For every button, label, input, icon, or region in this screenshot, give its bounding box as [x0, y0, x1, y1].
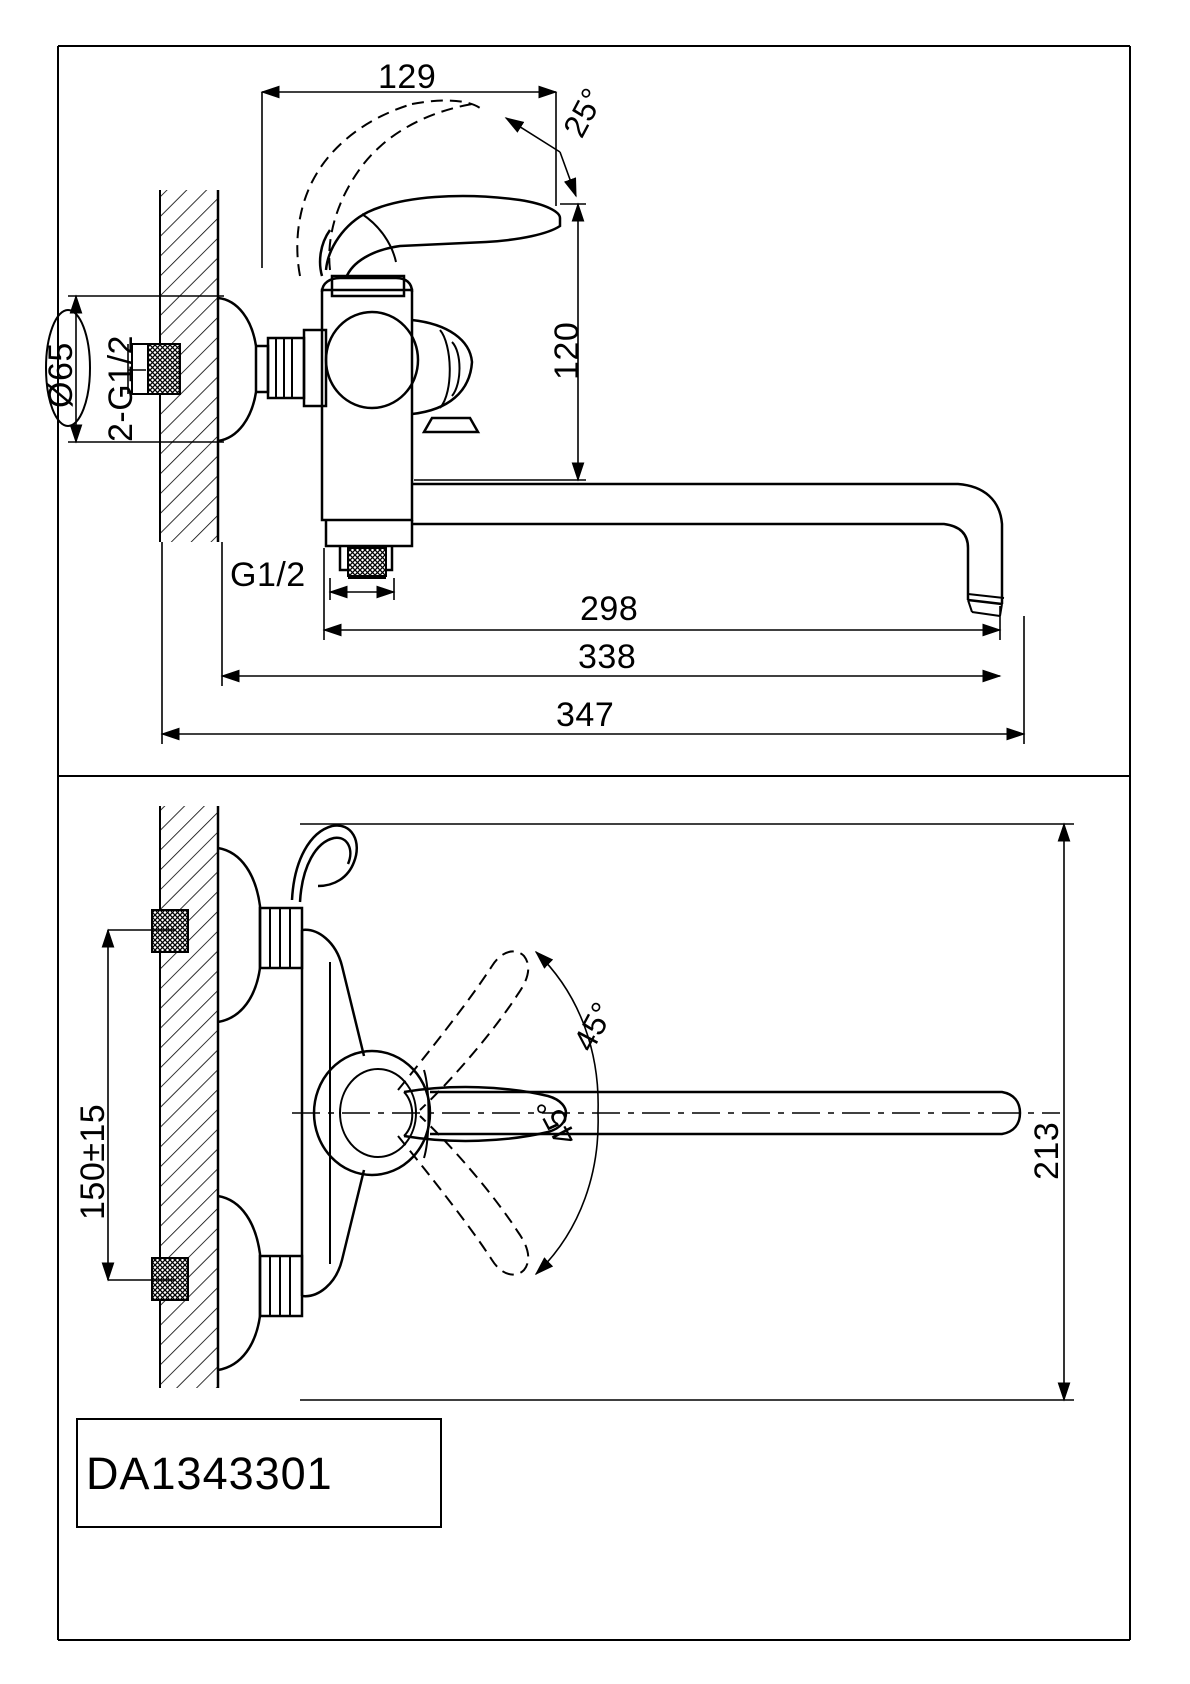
dim-label-2-g12: 2-G1/2 — [102, 335, 140, 442]
mixer-body-front — [292, 825, 430, 1296]
dim-label-150: 150±15 — [74, 1103, 112, 1220]
dim-label-25deg: 25° — [556, 81, 612, 143]
product-code: DA1343301 — [86, 1448, 333, 1499]
dim-label-129: 129 — [378, 58, 437, 96]
dim-g12-lower — [330, 578, 394, 600]
front-elevation-view — [108, 806, 1074, 1400]
dim-298 — [324, 548, 1000, 640]
dim-129 — [262, 92, 556, 268]
dim-label-45deg-upper: 45° — [566, 995, 622, 1057]
dim-label-45deg-lower: 45° — [528, 1091, 584, 1152]
spout-side — [412, 484, 1004, 616]
mixer-body-side — [322, 276, 478, 578]
dim-label-dia65: Ø65 — [42, 342, 80, 408]
dim-label-g12: G1/2 — [230, 556, 306, 594]
side-elevation-view — [46, 92, 1024, 744]
dim-label-338: 338 — [578, 638, 637, 676]
dim-label-120: 120 — [548, 321, 586, 380]
dim-label-213: 213 — [1028, 1121, 1066, 1180]
dim-label-298: 298 — [580, 590, 639, 628]
dim-label-347: 347 — [556, 696, 615, 734]
